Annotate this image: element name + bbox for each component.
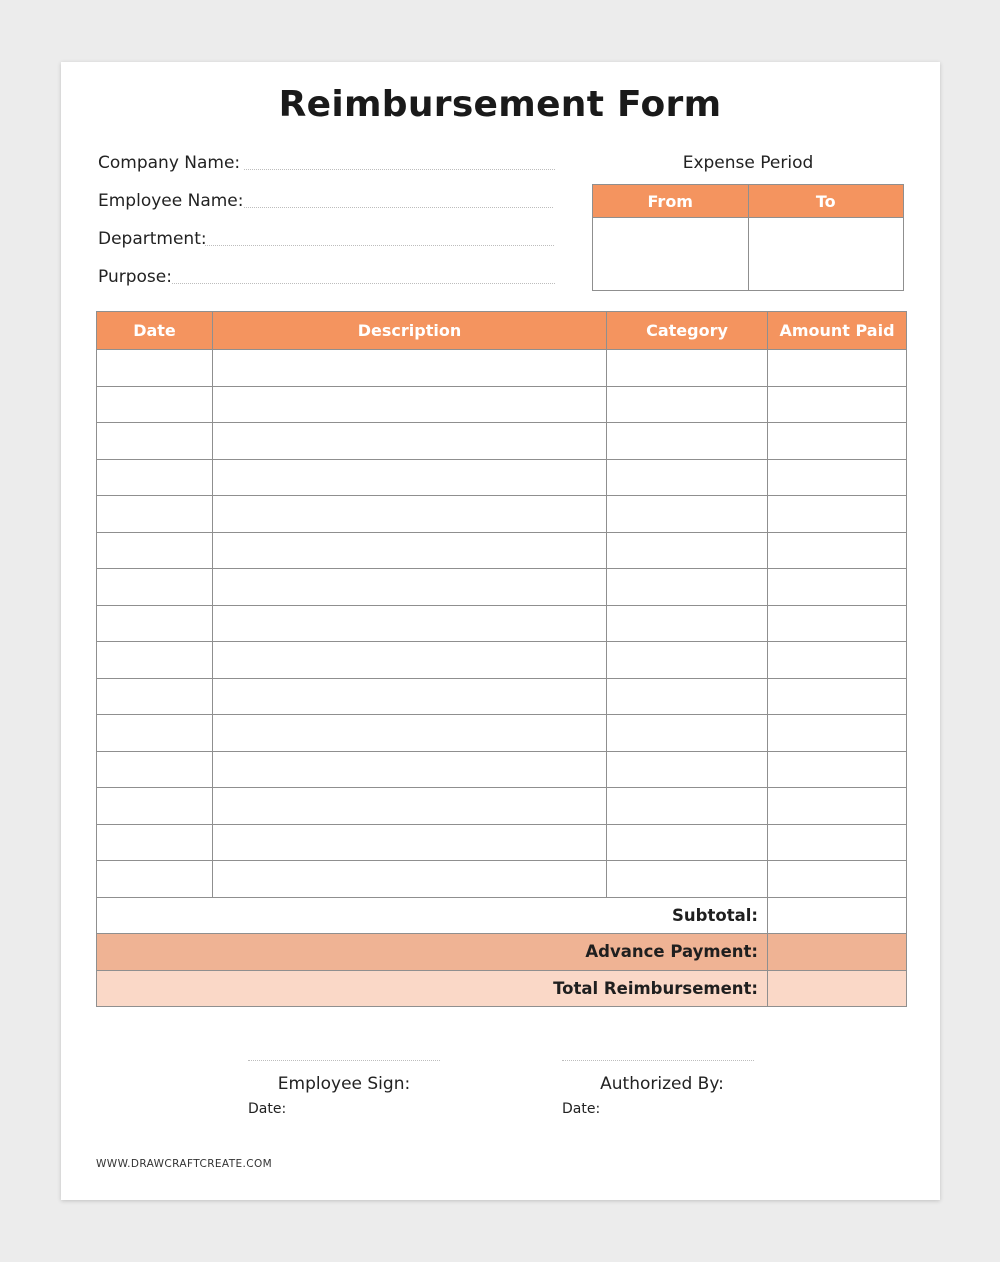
date-cell[interactable]	[97, 605, 213, 642]
total-reimbursement-label: Total Reimbursement:	[97, 970, 768, 1007]
description-cell[interactable]	[213, 642, 607, 679]
category-cell[interactable]	[607, 788, 768, 825]
department-field	[98, 229, 207, 249]
amount-paid-cell[interactable]	[768, 532, 907, 569]
purpose-line[interactable]	[172, 283, 555, 284]
date-cell[interactable]	[97, 423, 213, 460]
category-cell[interactable]	[607, 423, 768, 460]
amount-paid-cell[interactable]	[768, 788, 907, 825]
company-name-label: Company Name:	[98, 153, 241, 173]
category-cell[interactable]	[607, 605, 768, 642]
description-cell[interactable]	[213, 605, 607, 642]
purpose-label: Purpose:	[98, 267, 172, 287]
description-cell[interactable]	[213, 423, 607, 460]
amount-paid-cell[interactable]	[768, 350, 907, 387]
authorized-by-label: Authorized By:	[600, 1074, 724, 1094]
expense-period-from-cell[interactable]	[593, 218, 749, 291]
total-reimbursement-value-cell[interactable]	[768, 970, 907, 1007]
column-header-category: Category	[607, 312, 768, 350]
description-cell[interactable]	[213, 459, 607, 496]
category-cell[interactable]	[607, 569, 768, 606]
amount-paid-cell[interactable]	[768, 423, 907, 460]
description-cell[interactable]	[213, 532, 607, 569]
table-row	[97, 788, 907, 825]
category-cell[interactable]	[607, 459, 768, 496]
description-cell[interactable]	[213, 569, 607, 606]
subtotal-row	[97, 897, 907, 934]
date-cell[interactable]	[97, 788, 213, 825]
table-row	[97, 496, 907, 533]
amount-paid-cell[interactable]	[768, 459, 907, 496]
description-cell[interactable]	[213, 715, 607, 752]
description-cell[interactable]	[213, 824, 607, 861]
amount-paid-cell[interactable]	[768, 569, 907, 606]
table-row	[97, 678, 907, 715]
date-cell[interactable]	[97, 861, 213, 898]
table-row	[97, 386, 907, 423]
date-cell[interactable]	[97, 532, 213, 569]
employee-name-line[interactable]	[244, 207, 553, 208]
expense-table-header	[97, 312, 907, 350]
date-cell[interactable]	[97, 350, 213, 387]
date-cell[interactable]	[97, 386, 213, 423]
purpose-field	[98, 267, 172, 287]
advance-payment-row	[97, 934, 907, 971]
table-row	[97, 824, 907, 861]
subtotal-value-cell[interactable]	[768, 897, 907, 934]
table-row	[97, 715, 907, 752]
category-cell[interactable]	[607, 386, 768, 423]
date-cell[interactable]	[97, 642, 213, 679]
authorized-by-line[interactable]	[562, 1060, 754, 1061]
table-row	[97, 423, 907, 460]
page-title: Reimbursement Form	[278, 84, 722, 125]
company-name-line[interactable]	[244, 169, 555, 170]
expense-period-from-header: From	[593, 185, 749, 218]
amount-paid-cell[interactable]	[768, 751, 907, 788]
expense-period-title: Expense Period	[682, 153, 814, 173]
table-row	[97, 642, 907, 679]
amount-paid-cell[interactable]	[768, 678, 907, 715]
company-name-field	[98, 153, 240, 173]
description-cell[interactable]	[213, 350, 607, 387]
employee-name-label: Employee Name:	[98, 191, 244, 211]
category-cell[interactable]	[607, 350, 768, 387]
table-row	[97, 350, 907, 387]
description-cell[interactable]	[213, 386, 607, 423]
footer-url: WWW.DRAWCRAFTCREATE.COM	[96, 1158, 273, 1170]
amount-paid-cell[interactable]	[768, 496, 907, 533]
employee-sign-line[interactable]	[248, 1060, 440, 1061]
date-cell[interactable]	[97, 496, 213, 533]
date-cell[interactable]	[97, 678, 213, 715]
column-header-date: Date	[97, 312, 213, 350]
amount-paid-cell[interactable]	[768, 824, 907, 861]
category-cell[interactable]	[607, 824, 768, 861]
amount-paid-cell[interactable]	[768, 715, 907, 752]
category-cell[interactable]	[607, 715, 768, 752]
advance-payment-label: Advance Payment:	[97, 934, 768, 971]
column-header-description: Description	[213, 312, 607, 350]
subtotal-label: Subtotal:	[97, 897, 768, 934]
amount-paid-cell[interactable]	[768, 605, 907, 642]
table-row	[97, 532, 907, 569]
department-line[interactable]	[205, 245, 554, 246]
category-cell[interactable]	[607, 532, 768, 569]
expense-period-to-cell[interactable]	[748, 218, 904, 291]
category-cell[interactable]	[607, 861, 768, 898]
amount-paid-cell[interactable]	[768, 386, 907, 423]
date-cell[interactable]	[97, 751, 213, 788]
authorized-by-date-label: Date:	[562, 1101, 601, 1117]
description-cell[interactable]	[213, 788, 607, 825]
total-reimbursement-row	[97, 970, 907, 1007]
category-cell[interactable]	[607, 496, 768, 533]
description-cell[interactable]	[213, 678, 607, 715]
column-header-amount-paid: Amount Paid	[768, 312, 907, 350]
employee-name-field	[98, 191, 243, 211]
expense-period-to-header: To	[748, 185, 904, 218]
table-row	[97, 569, 907, 606]
table-row	[97, 751, 907, 788]
date-cell[interactable]	[97, 459, 213, 496]
amount-paid-cell[interactable]	[768, 642, 907, 679]
department-label: Department:	[98, 229, 207, 249]
description-cell[interactable]	[213, 496, 607, 533]
date-cell[interactable]	[97, 824, 213, 861]
table-row	[97, 861, 907, 898]
expense-period-table	[592, 184, 904, 291]
description-cell[interactable]	[213, 751, 607, 788]
description-cell[interactable]	[213, 861, 607, 898]
category-cell[interactable]	[607, 642, 768, 679]
date-cell[interactable]	[97, 569, 213, 606]
amount-paid-cell[interactable]	[768, 861, 907, 898]
employee-sign-label: Employee Sign:	[277, 1074, 411, 1094]
table-row	[97, 459, 907, 496]
advance-payment-value-cell[interactable]	[768, 934, 907, 971]
table-row	[97, 605, 907, 642]
category-cell[interactable]	[607, 678, 768, 715]
date-cell[interactable]	[97, 715, 213, 752]
expense-table	[96, 311, 907, 1007]
category-cell[interactable]	[607, 751, 768, 788]
employee-sign-date-label: Date:	[248, 1101, 287, 1117]
